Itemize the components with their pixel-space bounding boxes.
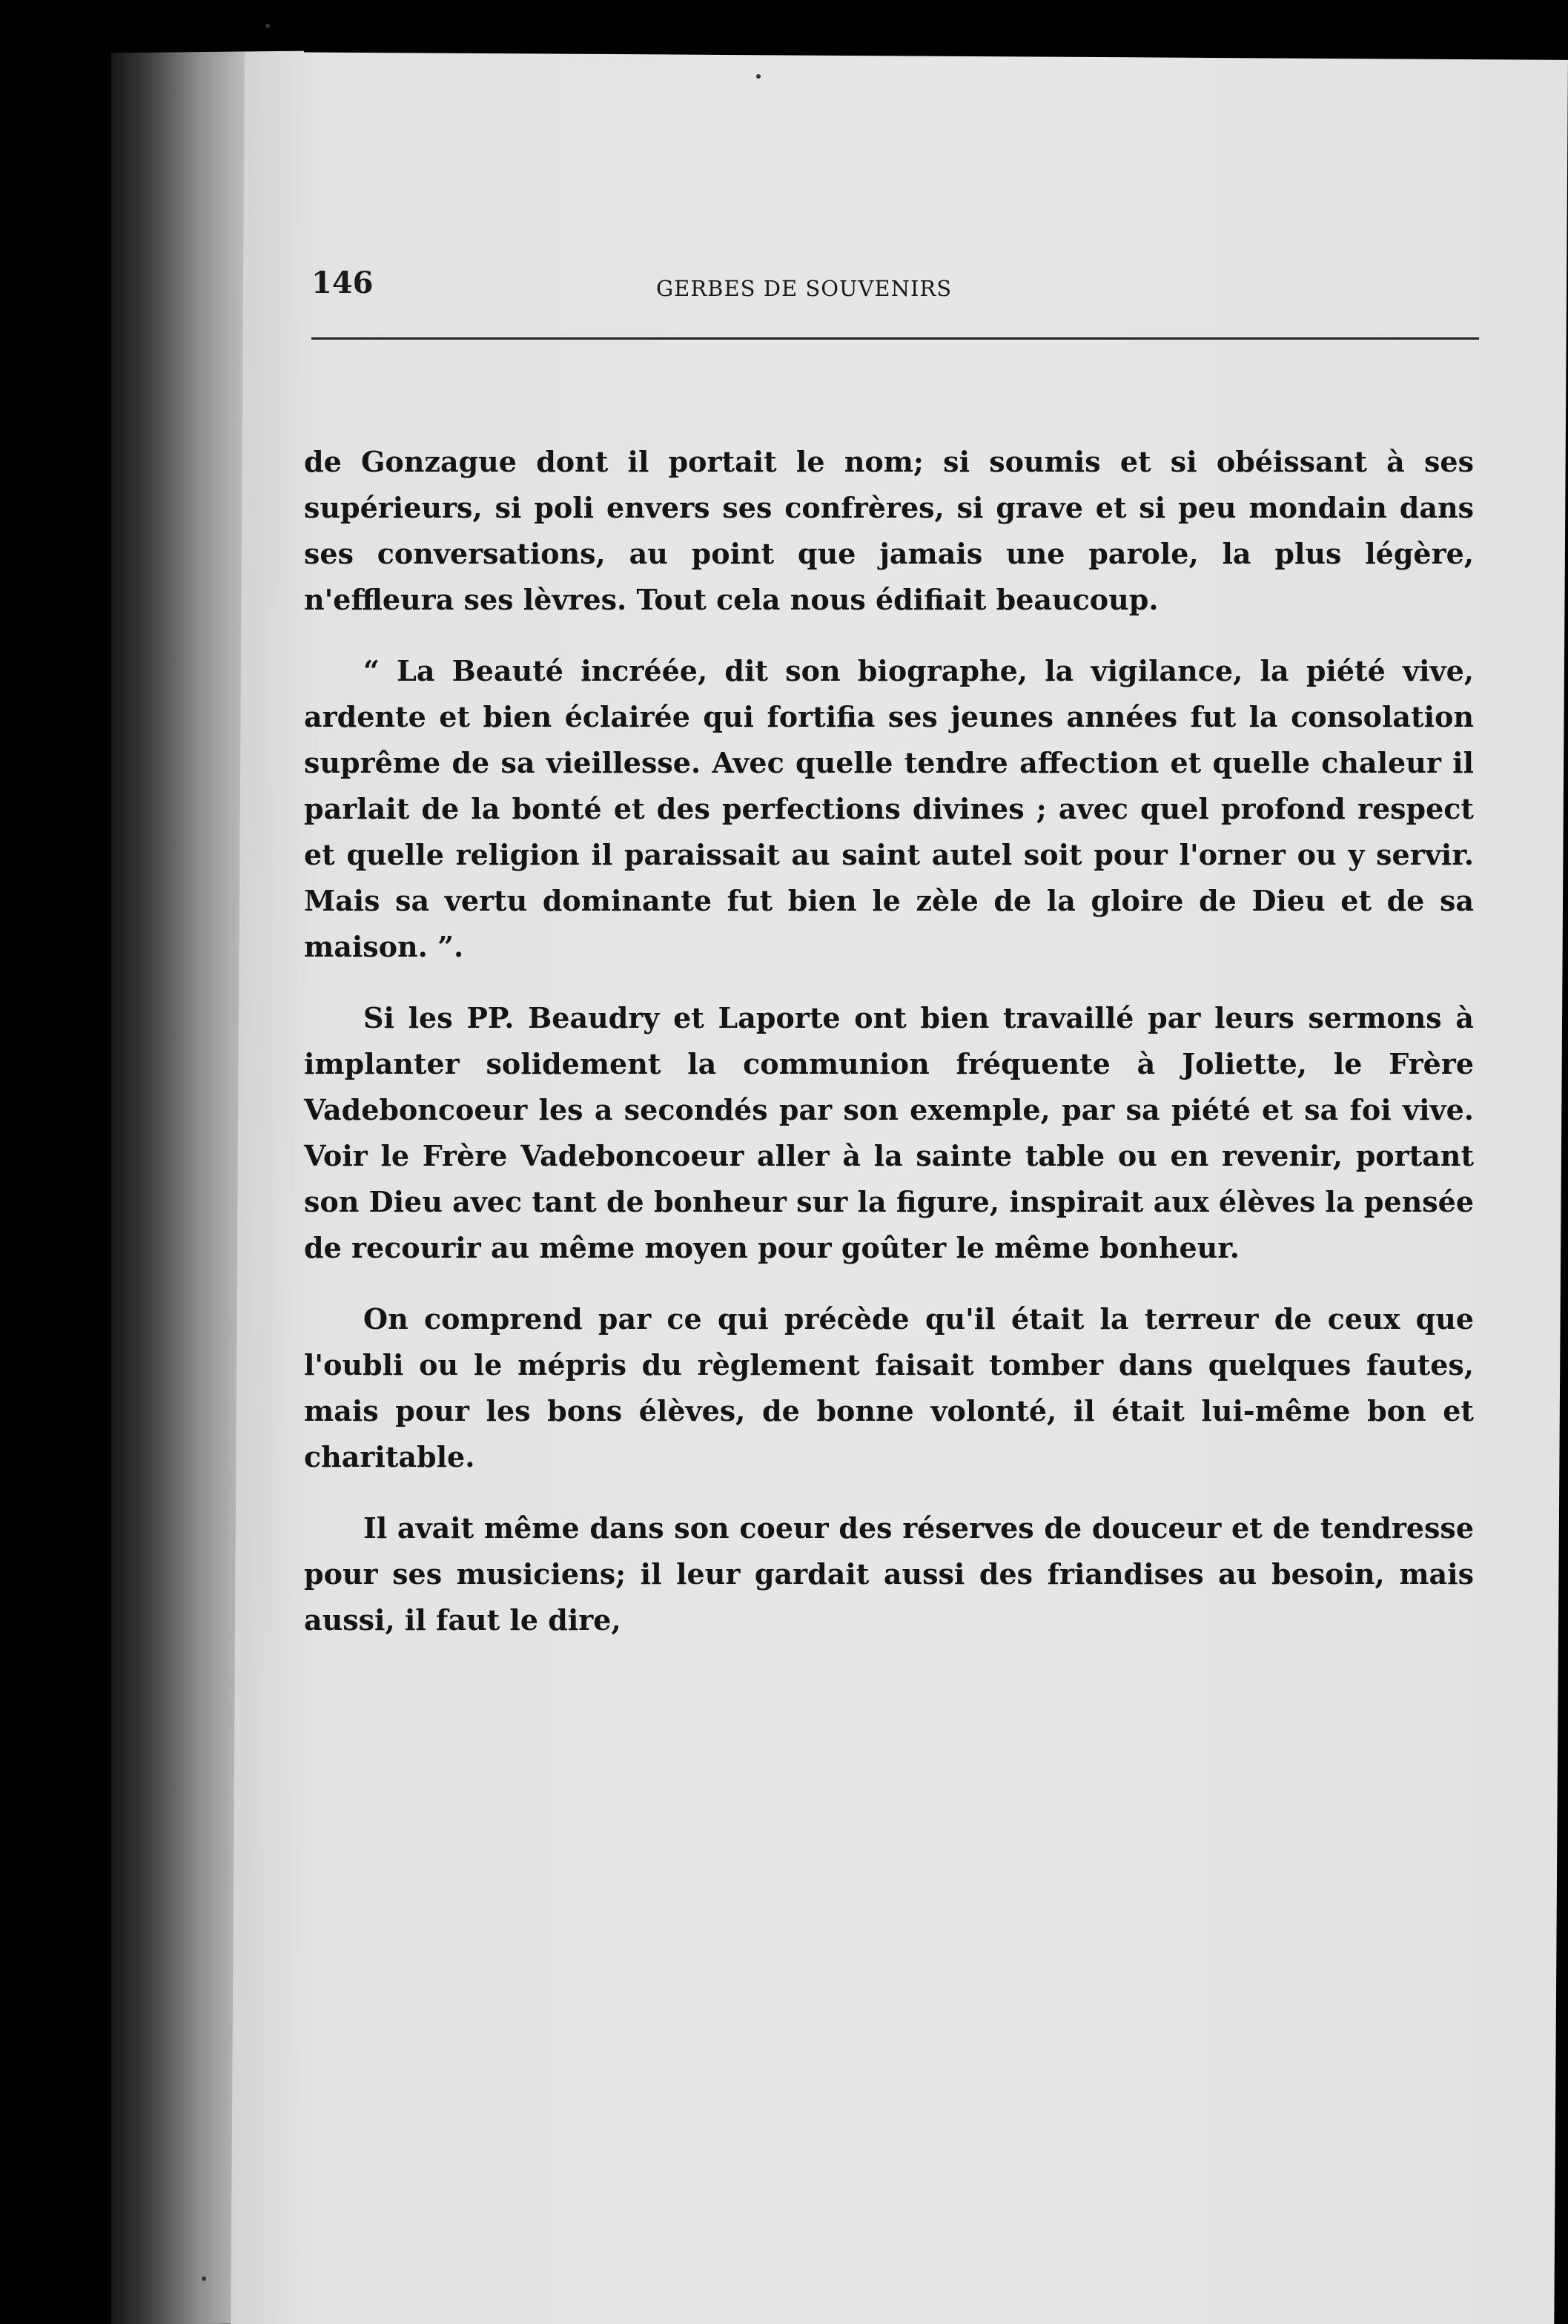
page-header bbox=[311, 265, 1483, 325]
running-title: GERBES DE SOUVENIRS bbox=[656, 276, 953, 301]
body-text bbox=[304, 439, 1474, 1668]
paragraph: Il avait même dans son coeur des réserves de douceur et de tendresse pour ses musiciens; il leur gardait aussi des friandises au besoin, mais aussi, il faut le dire, bbox=[304, 1511, 1474, 1637]
paragraph: Si les PP. Beaudry et Laporte ont bien travaillé par leurs sermons à implanter solidement la communion fréquente à Joliette, le Frère Vadeboncoeur les a secondés par son exemple, par sa piété et sa foi vive. Voir le Frère Vadeboncoeur aller à la sainte table ou en revenir, portant son Dieu avec tant de bonheur sur la figure, inspirait aux élèves la pensée de recourir au même moyen pour goûter le même bonheur. bbox=[304, 1001, 1474, 1264]
paragraph: “ La Beauté incréée, dit son biographe, la vigilance, la piété vive, ardente et bien éclairée qui fortifia ses jeunes années fut la consolation suprême de sa vieillesse. Avec quelle tendre affection et quelle chaleur il parlait de la bonté et des perfections divines ; avec quel profond respect et quelle religion il paraissait au saint autel soit pour l'orner ou y servir. Mais sa vertu dominante fut bien le zèle de la gloire de Dieu et de sa maison. ”. bbox=[304, 654, 1474, 963]
scan-speck bbox=[265, 24, 270, 28]
paragraph: On comprend par ce qui précède qu'il était la terreur de ceux que l'oubli ou le mépris du règlement faisait tomber dans quelques fautes, mais pour les bons élèves, de bonne volonté, il était lui-même bon et charitable. bbox=[304, 1302, 1474, 1473]
scan-speck bbox=[202, 2277, 206, 2281]
scan-speck bbox=[756, 74, 761, 79]
page-number: 146 bbox=[311, 265, 374, 300]
paragraph: de Gonzague dont il portait le nom; si soumis et si obéissant à ses supérieurs, si poli envers ses confrères, si grave et si peu mondain dans ses conversations, au point que jamais une parole, la plus légère, n'effleura ses lèvres. Tout cela nous édifiait beaucoup. bbox=[304, 445, 1474, 616]
header-rule bbox=[311, 337, 1479, 340]
